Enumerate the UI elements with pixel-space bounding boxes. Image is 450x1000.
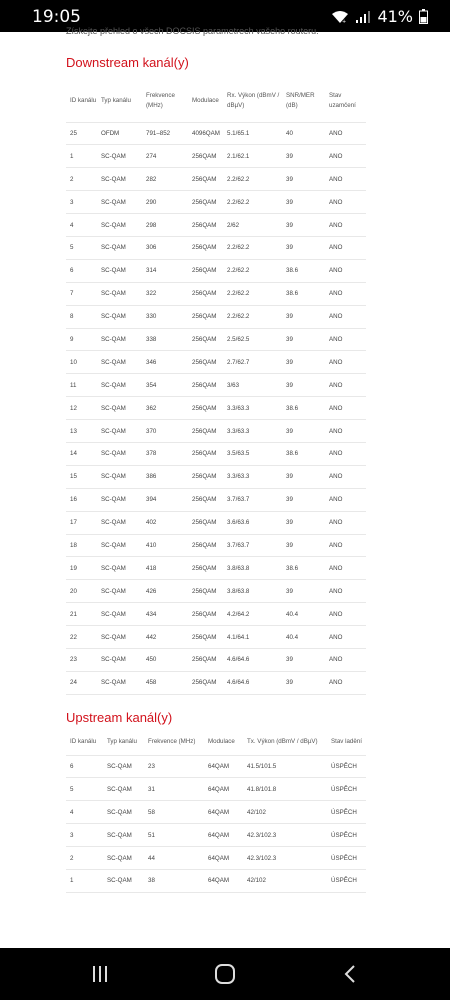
downstream-cell-lock: ANO [329, 473, 343, 481]
upstream-cell-ranging: ÚSPĚCH [331, 785, 357, 793]
downstream-cell-snr: 39 [286, 656, 293, 664]
downstream-cell-modulation: 256QAM [192, 656, 217, 664]
downstream-cell-id: 7 [70, 290, 74, 298]
battery-icon [419, 9, 428, 24]
downstream-row [66, 236, 366, 259]
downstream-cell-snr: 40.4 [286, 610, 299, 618]
downstream-cell-type: SC-QAM [101, 335, 126, 343]
downstream-cell-rx-power: 3/63 [227, 381, 240, 389]
downstream-row [66, 191, 366, 214]
downstream-cell-id: 2 [70, 175, 74, 183]
downstream-cell-snr: 39 [286, 427, 293, 435]
ds-header-id: ID kanálu [70, 97, 97, 105]
downstream-cell-rx-power: 2.2/62.2 [227, 290, 250, 298]
downstream-cell-type: SC-QAM [101, 427, 126, 435]
ds-header-modulation: Modulace [192, 97, 219, 105]
downstream-cell-snr: 39 [286, 381, 293, 389]
upstream-cell-tx-power: 41.5/101.5 [247, 762, 277, 770]
downstream-cell-id: 1 [70, 152, 74, 160]
downstream-cell-snr: 39 [286, 175, 293, 183]
navigation-bar [0, 948, 450, 1000]
downstream-cell-snr: 39 [286, 335, 293, 343]
downstream-cell-modulation: 256QAM [192, 358, 217, 366]
downstream-cell-id: 8 [70, 313, 74, 321]
upstream-table [66, 729, 366, 893]
downstream-cell-type: SC-QAM [101, 358, 126, 366]
downstream-cell-snr: 39 [286, 541, 293, 549]
downstream-cell-type: SC-QAM [101, 198, 126, 206]
downstream-cell-id: 10 [70, 358, 77, 366]
upstream-cell-frequency: 51 [148, 831, 155, 839]
downstream-cell-lock: ANO [329, 587, 343, 595]
upstream-cell-modulation: 64QAM [208, 808, 229, 816]
upstream-row [66, 869, 366, 892]
downstream-cell-lock: ANO [329, 358, 343, 366]
downstream-cell-snr: 38.6 [286, 290, 299, 298]
downstream-row [66, 648, 366, 671]
downstream-cell-snr: 39 [286, 152, 293, 160]
downstream-cell-id: 15 [70, 473, 77, 481]
downstream-row [66, 351, 366, 374]
downstream-cell-frequency: 458 [146, 679, 157, 687]
downstream-table [66, 80, 366, 695]
downstream-cell-id: 13 [70, 427, 77, 435]
upstream-cell-type: SC-QAM [107, 831, 132, 839]
downstream-cell-frequency: 410 [146, 541, 157, 549]
upstream-cell-modulation: 64QAM [208, 854, 229, 862]
upstream-cell-frequency: 31 [148, 785, 155, 793]
downstream-cell-modulation: 256QAM [192, 244, 217, 252]
downstream-cell-snr: 39 [286, 473, 293, 481]
downstream-cell-rx-power: 3.3/63.3 [227, 473, 250, 481]
downstream-cell-lock: ANO [329, 541, 343, 549]
downstream-cell-lock: ANO [329, 198, 343, 206]
upstream-cell-tx-power: 42.3/102.3 [247, 854, 277, 862]
downstream-row [66, 626, 366, 649]
downstream-cell-type: SC-QAM [101, 221, 126, 229]
downstream-cell-type: SC-QAM [101, 656, 126, 664]
downstream-cell-lock: ANO [329, 610, 343, 618]
downstream-cell-rx-power: 2.7/62.7 [227, 358, 250, 366]
downstream-cell-id: 4 [70, 221, 74, 229]
downstream-cell-frequency: 274 [146, 152, 157, 160]
downstream-cell-modulation: 256QAM [192, 610, 217, 618]
downstream-cell-frequency: 330 [146, 313, 157, 321]
signal-icon [355, 10, 371, 24]
recents-button[interactable] [80, 960, 120, 988]
downstream-cell-frequency: 314 [146, 267, 157, 275]
downstream-cell-modulation: 256QAM [192, 473, 217, 481]
downstream-cell-lock: ANO [329, 335, 343, 343]
downstream-cell-id: 22 [70, 633, 77, 641]
downstream-cell-rx-power: 3.3/63.3 [227, 427, 250, 435]
downstream-cell-snr: 39 [286, 679, 293, 687]
downstream-row [66, 145, 366, 168]
upstream-cell-id: 4 [70, 808, 74, 816]
downstream-cell-id: 12 [70, 404, 77, 412]
downstream-cell-type: SC-QAM [101, 496, 126, 504]
downstream-cell-type: SC-QAM [101, 541, 126, 549]
upstream-cell-id: 2 [70, 854, 74, 862]
downstream-cell-modulation: 256QAM [192, 152, 217, 160]
downstream-cell-frequency: 306 [146, 244, 157, 252]
downstream-cell-lock: ANO [329, 152, 343, 160]
downstream-cell-modulation: 256QAM [192, 313, 217, 321]
us-header-id: ID kanálu [70, 738, 97, 746]
downstream-cell-modulation: 256QAM [192, 198, 217, 206]
downstream-cell-lock: ANO [329, 175, 343, 183]
downstream-cell-lock: ANO [329, 221, 343, 229]
upstream-cell-tx-power: 42/102 [247, 808, 266, 816]
downstream-cell-frequency: 322 [146, 290, 157, 298]
upstream-row [66, 847, 366, 870]
upstream-cell-ranging: ÚSPĚCH [331, 762, 357, 770]
downstream-cell-type: SC-QAM [101, 473, 126, 481]
us-header-type: Typ kanálu [107, 738, 137, 746]
downstream-cell-rx-power: 3.7/63.7 [227, 541, 250, 549]
downstream-cell-lock: ANO [329, 244, 343, 252]
downstream-row [66, 122, 366, 145]
downstream-cell-snr: 38.6 [286, 267, 299, 275]
downstream-cell-id: 21 [70, 610, 77, 618]
upstream-row [66, 824, 366, 847]
intro-text: Získejte přehled o všech DOCSIS parametrech vašeho routeru. [66, 26, 319, 36]
downstream-cell-frequency: 338 [146, 335, 157, 343]
downstream-cell-id: 5 [70, 244, 74, 252]
downstream-cell-frequency: 426 [146, 587, 157, 595]
upstream-cell-tx-power: 42.3/102.3 [247, 831, 277, 839]
downstream-cell-id: 24 [70, 679, 77, 687]
downstream-cell-type: SC-QAM [101, 267, 126, 275]
downstream-cell-frequency: 450 [146, 656, 157, 664]
upstream-cell-id: 5 [70, 785, 74, 793]
ds-header-frequency: Frekvence (MHz) [146, 92, 175, 109]
downstream-cell-rx-power: 4.6/64.6 [227, 656, 250, 664]
upstream-cell-type: SC-QAM [107, 785, 132, 793]
downstream-cell-frequency: 346 [146, 358, 157, 366]
downstream-cell-modulation: 256QAM [192, 290, 217, 298]
downstream-row [66, 488, 366, 511]
upstream-cell-tx-power: 42/102 [247, 877, 266, 885]
downstream-cell-type: SC-QAM [101, 313, 126, 321]
downstream-cell-rx-power: 2/62 [227, 221, 240, 229]
downstream-cell-id: 9 [70, 335, 74, 343]
downstream-cell-type: SC-QAM [101, 633, 126, 641]
upstream-title: Upstream kanál(y) [66, 710, 173, 725]
downstream-cell-modulation: 256QAM [192, 496, 217, 504]
downstream-row [66, 214, 366, 237]
downstream-cell-frequency: 290 [146, 198, 157, 206]
downstream-cell-modulation: 256QAM [192, 427, 217, 435]
upstream-cell-modulation: 64QAM [208, 762, 229, 770]
downstream-cell-lock: ANO [329, 129, 343, 137]
downstream-row [66, 328, 366, 351]
downstream-cell-rx-power: 4.2/64.2 [227, 610, 250, 618]
downstream-cell-modulation: 256QAM [192, 519, 217, 527]
downstream-row [66, 168, 366, 191]
downstream-cell-modulation: 256QAM [192, 335, 217, 343]
downstream-row [66, 557, 366, 580]
upstream-table-body [66, 755, 366, 892]
downstream-cell-modulation: 256QAM [192, 381, 217, 389]
ds-header-lock: Stav uzamčení [329, 92, 356, 109]
downstream-cell-snr: 39 [286, 358, 293, 366]
downstream-cell-lock: ANO [329, 313, 343, 321]
downstream-row [66, 374, 366, 397]
downstream-cell-snr: 39 [286, 198, 293, 206]
downstream-cell-modulation: 256QAM [192, 541, 217, 549]
downstream-cell-type: SC-QAM [101, 679, 126, 687]
downstream-cell-modulation: 256QAM [192, 587, 217, 595]
back-button[interactable] [330, 960, 370, 988]
downstream-cell-id: 25 [70, 129, 77, 137]
downstream-cell-snr: 39 [286, 519, 293, 527]
downstream-row [66, 259, 366, 282]
upstream-cell-tx-power: 41.8/101.8 [247, 785, 277, 793]
upstream-cell-frequency: 44 [148, 854, 155, 862]
downstream-table-body [66, 122, 366, 694]
downstream-cell-id: 17 [70, 519, 77, 527]
upstream-cell-frequency: 23 [148, 762, 155, 770]
downstream-cell-modulation: 256QAM [192, 450, 217, 458]
home-icon [214, 963, 236, 985]
downstream-row [66, 603, 366, 626]
downstream-cell-frequency: 402 [146, 519, 157, 527]
status-time: 19:05 [32, 7, 81, 27]
downstream-row [66, 282, 366, 305]
downstream-cell-type: SC-QAM [101, 290, 126, 298]
downstream-cell-snr: 38.6 [286, 450, 299, 458]
downstream-cell-rx-power: 2.2/62.2 [227, 313, 250, 321]
downstream-cell-type: SC-QAM [101, 519, 126, 527]
back-icon [343, 964, 357, 984]
downstream-cell-frequency: 791–852 [146, 129, 171, 137]
downstream-cell-lock: ANO [329, 633, 343, 641]
downstream-cell-modulation: 256QAM [192, 679, 217, 687]
downstream-cell-lock: ANO [329, 427, 343, 435]
downstream-cell-rx-power: 3.6/63.6 [227, 519, 250, 527]
svg-text:+: + [342, 18, 347, 25]
downstream-cell-frequency: 282 [146, 175, 157, 183]
ds-header-snr: SNR/MER (dB) [286, 92, 315, 109]
downstream-cell-lock: ANO [329, 679, 343, 687]
downstream-cell-modulation: 256QAM [192, 633, 217, 641]
downstream-cell-snr: 40.4 [286, 633, 299, 641]
status-icons [331, 7, 428, 26]
downstream-cell-type: SC-QAM [101, 244, 126, 252]
downstream-cell-type: SC-QAM [101, 564, 126, 572]
downstream-cell-frequency: 442 [146, 633, 157, 641]
ds-header-rx-power: Rx. Výkon (dBmV / dBµV) [227, 92, 280, 109]
downstream-cell-frequency: 354 [146, 381, 157, 389]
downstream-cell-rx-power: 2.2/62.2 [227, 175, 250, 183]
downstream-cell-modulation: 256QAM [192, 564, 217, 572]
downstream-cell-frequency: 378 [146, 450, 157, 458]
downstream-row [66, 511, 366, 534]
downstream-row [66, 671, 366, 694]
downstream-cell-modulation: 256QAM [192, 267, 217, 275]
wifi-icon [331, 10, 349, 24]
downstream-cell-rx-power: 4.1/64.1 [227, 633, 250, 641]
downstream-cell-modulation: 256QAM [192, 404, 217, 412]
downstream-cell-modulation: 4096QAM [192, 129, 220, 137]
upstream-row [66, 778, 366, 801]
downstream-cell-snr: 39 [286, 313, 293, 321]
us-header-tx-power: Tx. Výkon (dBmV / dBµV) [247, 738, 318, 746]
page-content[interactable] [0, 26, 450, 948]
upstream-cell-type: SC-QAM [107, 762, 132, 770]
upstream-cell-type: SC-QAM [107, 877, 132, 885]
upstream-row [66, 755, 366, 778]
recents-icon [90, 965, 110, 983]
downstream-cell-lock: ANO [329, 267, 343, 275]
downstream-cell-frequency: 394 [146, 496, 157, 504]
downstream-row [66, 465, 366, 488]
downstream-cell-rx-power: 2.2/62.2 [227, 267, 250, 275]
downstream-cell-rx-power: 3.5/63.5 [227, 450, 250, 458]
downstream-cell-lock: ANO [329, 656, 343, 664]
downstream-cell-snr: 40 [286, 129, 293, 137]
upstream-cell-type: SC-QAM [107, 808, 132, 816]
battery-percent: 41% [377, 7, 413, 26]
upstream-cell-type: SC-QAM [107, 854, 132, 862]
downstream-header-row [66, 80, 366, 122]
upstream-cell-modulation: 64QAM [208, 785, 229, 793]
downstream-cell-lock: ANO [329, 564, 343, 572]
upstream-cell-id: 6 [70, 762, 74, 770]
downstream-cell-modulation: 256QAM [192, 175, 217, 183]
downstream-cell-frequency: 362 [146, 404, 157, 412]
upstream-cell-modulation: 64QAM [208, 877, 229, 885]
downstream-cell-rx-power: 2.2/62.2 [227, 198, 250, 206]
downstream-cell-id: 16 [70, 496, 77, 504]
downstream-cell-lock: ANO [329, 450, 343, 458]
downstream-cell-lock: ANO [329, 519, 343, 527]
downstream-cell-id: 23 [70, 656, 77, 664]
us-header-ranging: Stav ladění [331, 738, 362, 746]
downstream-row [66, 420, 366, 443]
home-button[interactable] [205, 960, 245, 988]
downstream-row [66, 305, 366, 328]
downstream-row [66, 442, 366, 465]
downstream-cell-type: SC-QAM [101, 152, 126, 160]
downstream-cell-id: 11 [70, 381, 77, 389]
downstream-cell-type: SC-QAM [101, 175, 126, 183]
downstream-cell-lock: ANO [329, 290, 343, 298]
downstream-cell-type: SC-QAM [101, 610, 126, 618]
downstream-cell-type: OFDM [101, 129, 120, 137]
downstream-cell-snr: 38.6 [286, 564, 299, 572]
downstream-cell-lock: ANO [329, 404, 343, 412]
downstream-cell-id: 6 [70, 267, 74, 275]
downstream-cell-type: SC-QAM [101, 404, 126, 412]
downstream-row [66, 580, 366, 603]
downstream-cell-rx-power: 2.1/62.1 [227, 152, 250, 160]
downstream-cell-snr: 39 [286, 587, 293, 595]
downstream-cell-frequency: 370 [146, 427, 157, 435]
downstream-cell-rx-power: 2.5/62.5 [227, 335, 250, 343]
downstream-title: Downstream kanál(y) [66, 55, 189, 70]
downstream-cell-lock: ANO [329, 496, 343, 504]
downstream-cell-frequency: 298 [146, 221, 157, 229]
upstream-cell-frequency: 58 [148, 808, 155, 816]
upstream-cell-id: 1 [70, 877, 74, 885]
downstream-cell-id: 14 [70, 450, 77, 458]
downstream-cell-frequency: 434 [146, 610, 157, 618]
downstream-cell-snr: 39 [286, 244, 293, 252]
downstream-cell-id: 20 [70, 587, 77, 595]
downstream-row [66, 397, 366, 420]
upstream-cell-id: 3 [70, 831, 74, 839]
upstream-cell-frequency: 38 [148, 877, 155, 885]
downstream-cell-snr: 38.6 [286, 404, 299, 412]
upstream-cell-ranging: ÚSPĚCH [331, 854, 357, 862]
upstream-cell-ranging: ÚSPĚCH [331, 808, 357, 816]
ds-header-type: Typ kanálu [101, 97, 131, 105]
upstream-header-row [66, 729, 366, 755]
downstream-cell-rx-power: 3.8/63.8 [227, 587, 250, 595]
downstream-cell-rx-power: 3.8/63.8 [227, 564, 250, 572]
downstream-cell-rx-power: 3.3/63.3 [227, 404, 250, 412]
downstream-cell-lock: ANO [329, 381, 343, 389]
upstream-cell-ranging: ÚSPĚCH [331, 831, 357, 839]
downstream-cell-rx-power: 4.6/64.6 [227, 679, 250, 687]
upstream-cell-modulation: 64QAM [208, 831, 229, 839]
downstream-cell-type: SC-QAM [101, 381, 126, 389]
downstream-cell-id: 19 [70, 564, 77, 572]
downstream-cell-snr: 39 [286, 496, 293, 504]
downstream-cell-id: 3 [70, 198, 74, 206]
us-header-modulation: Modulace [208, 738, 235, 746]
downstream-cell-frequency: 418 [146, 564, 157, 572]
downstream-cell-type: SC-QAM [101, 450, 126, 458]
downstream-cell-frequency: 386 [146, 473, 157, 481]
downstream-cell-id: 18 [70, 541, 77, 549]
downstream-row [66, 534, 366, 557]
downstream-cell-modulation: 256QAM [192, 221, 217, 229]
downstream-cell-snr: 39 [286, 221, 293, 229]
downstream-cell-rx-power: 3.7/63.7 [227, 496, 250, 504]
downstream-cell-rx-power: 5.1/65.1 [227, 129, 250, 137]
downstream-cell-rx-power: 2.2/62.2 [227, 244, 250, 252]
us-header-frequency: Frekvence (MHz) [148, 738, 196, 746]
downstream-cell-type: SC-QAM [101, 587, 126, 595]
upstream-cell-ranging: ÚSPĚCH [331, 877, 357, 885]
upstream-row [66, 801, 366, 824]
